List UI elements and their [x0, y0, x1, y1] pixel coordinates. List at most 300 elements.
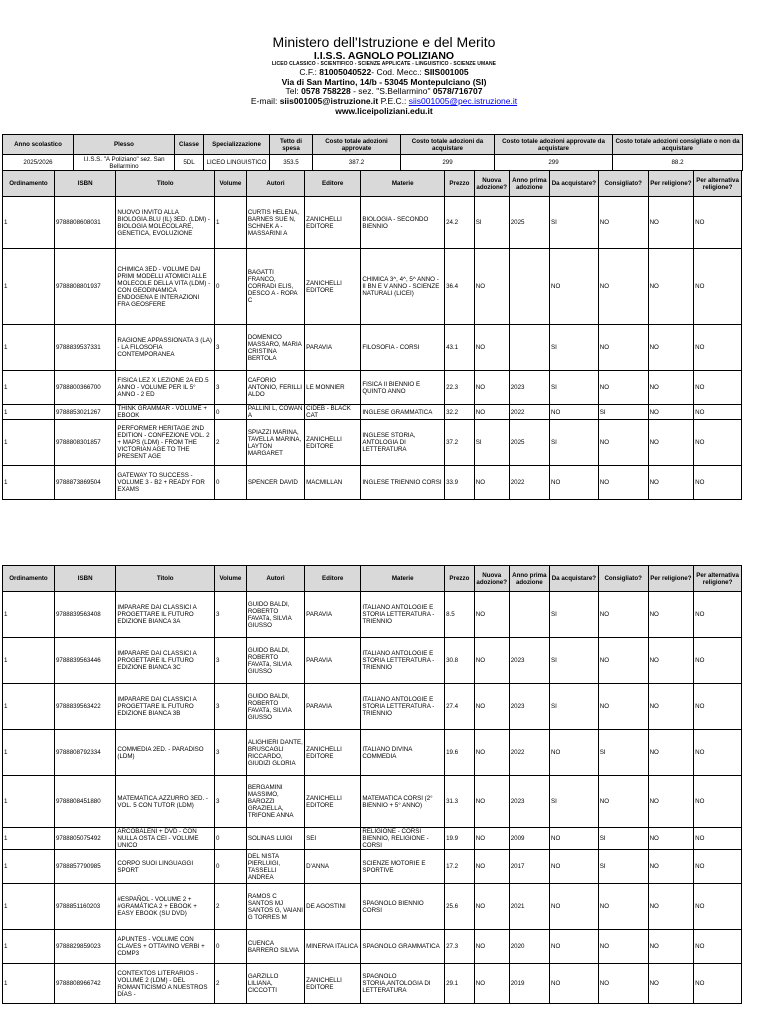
table-cell: FISICA II BIENNIO E QUINTO ANNO	[361, 371, 445, 405]
table-cell: NO	[648, 197, 694, 249]
table-cell: 3	[215, 730, 247, 776]
table-cell: 19.6	[445, 730, 475, 776]
table-cell: NO	[694, 466, 742, 500]
table-cell: 3	[215, 776, 247, 828]
books-table-1	[2, 170, 742, 500]
table-cell: NO	[648, 325, 694, 371]
table-cell: 2023	[509, 776, 549, 828]
table-cell: 2023	[509, 638, 549, 684]
table-cell: ZANICHELLI EDITORE	[305, 776, 361, 828]
emails: E-mail: siis001005@istruzione.it P.E.C.: siis001005@pec.istruzione.it	[250, 96, 518, 107]
table-cell: 9788808966742	[54, 964, 115, 1004]
table-row	[3, 776, 742, 828]
table-cell: 2022	[509, 466, 549, 500]
table-cell: MACMILLAN	[305, 466, 361, 500]
table-cell: 1	[3, 592, 55, 638]
table-cell: NO	[598, 197, 648, 249]
table-cell: NO	[648, 420, 694, 466]
table-cell: 2023	[509, 684, 549, 730]
table-cell: THINK GRAMMAR - VOLUME + EBOOK	[116, 405, 215, 420]
table-cell: 0	[215, 249, 247, 325]
table-cell: 1	[3, 684, 55, 730]
table-cell: 9788839563446	[54, 638, 115, 684]
column-header: Nuova adozione?	[474, 171, 509, 197]
column-header: Volume	[215, 171, 247, 197]
summary-header-cell: Specializzazione	[204, 135, 270, 155]
table-cell: 37.2	[445, 420, 475, 466]
summary-header-cell: Costo totale adozioni da acquistare	[401, 135, 495, 155]
column-header: Editore	[305, 171, 361, 197]
table-cell: 3	[215, 371, 247, 405]
column-header: Prezzo	[445, 171, 475, 197]
table-cell: 1	[3, 850, 55, 884]
column-header: Da acquistare?	[550, 566, 599, 592]
email-value: siis001005@istruzione.it	[279, 96, 379, 107]
table-cell: 1	[3, 197, 55, 249]
column-header: Consigliato?	[598, 566, 648, 592]
table-cell: DOMENICO MASSARO, MARIA CRISTINA BERTOLA	[246, 325, 304, 371]
table-cell: NO	[550, 850, 599, 884]
table-cell: CHIMICA 3ED - VOLUME DAI PRIMI MODELLI ATOMICI ALLE MOLECOLE DELLA VITA (LDM) - CON GEODINAMICA ENDOGENA E INTERAZIONI FRA GEOSFERE	[116, 249, 215, 325]
document-header	[0, 34, 768, 117]
table-cell: NO	[598, 249, 648, 325]
table-cell: BERGAMINI MASSIMO, BAROZZI GRAZIELLA, TRIFONE ANNA	[246, 776, 304, 828]
table-cell: 1	[3, 776, 55, 828]
column-header: Editore	[305, 566, 361, 592]
table-cell: NO	[474, 730, 509, 776]
table-cell: NO	[550, 884, 599, 930]
table-cell: 27.4	[445, 684, 475, 730]
table-cell: 0	[215, 466, 247, 500]
table-row	[3, 420, 742, 466]
table-cell: FILOSOFIA - CORSI	[361, 325, 445, 371]
table-cell: MINERVA ITALICA	[305, 930, 361, 964]
table-cell: SI	[550, 197, 599, 249]
table-cell: NO	[648, 850, 694, 884]
table-cell: NO	[474, 466, 509, 500]
table-cell: 2022	[509, 730, 549, 776]
table-cell: ALIGHIERI DANTE, BRUSCAGLI RICCARDO, GIUDIZI GLORIA	[246, 730, 304, 776]
table-cell: 25.6	[445, 884, 475, 930]
table-cell: NO	[598, 592, 648, 638]
table-cell: 9788839563408	[54, 592, 115, 638]
table-cell: 2017	[509, 850, 549, 884]
table-cell: 9788839537331	[54, 325, 115, 371]
table-cell: NO	[648, 592, 694, 638]
table-cell: 9788839563422	[54, 684, 115, 730]
table-cell: COMMEDIA 2ED. - PARADISO (LDM)	[116, 730, 215, 776]
table-cell: CUENCA BARRERO SILVIA	[246, 930, 304, 964]
table-cell: 3	[215, 684, 247, 730]
table-cell: 1	[215, 197, 247, 249]
table-cell: GUIDO BALDI, ROBERTO FAVATà, SILVIA GIUSSO	[246, 684, 304, 730]
table-cell: 9788808801937	[54, 249, 115, 325]
table-cell: BAGATTI FRANCO, CORRADI ELIS, DESCO A - ROPA C	[246, 249, 304, 325]
column-header: Materie	[361, 171, 445, 197]
table-cell: NO	[474, 850, 509, 884]
table-cell: NUOVO INVITO ALLA BIOLOGIA.BLU (IL) 3ED. (LDM) - BIOLOGIA MOLECOLARE, GENETICA, EVOLUZIONE	[116, 197, 215, 249]
table-cell: INGLESE STORIA, ANTOLOGIA DI LETTERATURA	[361, 420, 445, 466]
table-cell: NO	[694, 828, 742, 850]
table-cell: 9788857790985	[54, 850, 115, 884]
table-row	[3, 325, 742, 371]
table-cell: SI	[550, 638, 599, 684]
table-row	[3, 684, 742, 730]
table-cell: NO	[694, 930, 742, 964]
table-cell: NO	[550, 730, 599, 776]
table-cell: NO	[474, 638, 509, 684]
table-cell: NO	[648, 371, 694, 405]
table-cell: NO	[550, 405, 599, 420]
table-cell: PARAVIA	[305, 684, 361, 730]
table-cell: NO	[694, 964, 742, 1004]
table-cell: NO	[694, 776, 742, 828]
table-cell: NO	[694, 684, 742, 730]
table-cell: 9788800366700	[54, 371, 115, 405]
table-cell: NO	[550, 828, 599, 850]
table-cell: 36.4	[445, 249, 475, 325]
table-cell: INGLESE GRAMMATICA	[361, 405, 445, 420]
table-cell: 24.2	[445, 197, 475, 249]
column-header: Anno prima adozione	[509, 566, 549, 592]
table-cell: SI	[474, 197, 509, 249]
table-cell	[509, 592, 549, 638]
table-cell: RAGIONE APPASSIONATA 3 (LA) - LA FILOSOFIA CONTEMPORANEA	[116, 325, 215, 371]
table-cell: 2	[215, 964, 247, 1004]
table-cell: NO	[648, 405, 694, 420]
table-cell: CURTIS HELENA, BARNES SUE N, SCHNEK A - MASSARINI A	[246, 197, 304, 249]
table-cell: NO	[648, 884, 694, 930]
table-cell: NO	[694, 638, 742, 684]
mecc-value: SIIS001005	[424, 66, 469, 77]
table-cell: NO	[694, 884, 742, 930]
column-header: Per religione?	[648, 566, 694, 592]
column-header: Per religione?	[648, 171, 694, 197]
table-cell: NO	[648, 964, 694, 1004]
table-cell: IMPARARE DAI CLASSICI A PROGETTARE IL FUTURO EDIZIONE BIANCA 3C	[116, 638, 215, 684]
table-cell: NO	[648, 684, 694, 730]
table-cell: NO	[474, 371, 509, 405]
table-cell: 1	[3, 964, 55, 1004]
summary-header-cell: Classe	[175, 135, 204, 155]
table-cell: 2023	[509, 371, 549, 405]
table-cell: NO	[474, 592, 509, 638]
column-header: Autori	[246, 566, 304, 592]
table-cell: NO	[550, 930, 599, 964]
table-cell: ZANICHELLI EDITORE	[305, 249, 361, 325]
table-cell: LE MONNIER	[305, 371, 361, 405]
table-cell: 43.1	[445, 325, 475, 371]
column-header: Materie	[361, 566, 445, 592]
table-cell: CONTEXTOS LITERARIOS - VOLUME 2 (LDM) - DEL ROMANTICISMO A NUESTROS DÍAS -	[116, 964, 215, 1004]
telephones: Tel: 0578 758228 - sez. "S.Bellarmino" 0578/716707	[285, 86, 483, 97]
table-cell: 1	[3, 420, 55, 466]
table-cell: SI	[550, 776, 599, 828]
summary-header-cell: Costo totale adozioni approvate da acquistare	[495, 135, 613, 155]
table-cell: 1	[3, 930, 55, 964]
summary-value-cell: 353.5	[270, 155, 313, 171]
table-cell: NO	[648, 776, 694, 828]
table-cell: 1	[3, 405, 55, 420]
table-cell: 2025	[509, 420, 549, 466]
table-cell: NO	[648, 466, 694, 500]
column-header: ISBN	[54, 171, 115, 197]
table-cell: NO	[474, 405, 509, 420]
table-cell: NO	[598, 684, 648, 730]
table-cell: ITALIANO ANTOLOGIE E STORIA LETTERATURA - TRIENNIO	[361, 638, 445, 684]
summary-header-cell: Plesso	[74, 135, 175, 155]
summary-value-cell: 88.2	[613, 155, 743, 171]
table-cell: 1	[3, 884, 55, 930]
table-cell: NO	[598, 930, 648, 964]
table-cell: SOLINAS LUIGI	[246, 828, 304, 850]
column-header: Prezzo	[445, 566, 475, 592]
table-cell: 19.9	[445, 828, 475, 850]
column-header: ISBN	[54, 566, 115, 592]
table-cell	[509, 249, 549, 325]
table-cell: CHIMICA 3^, 4^, 5^ ANNO - II BN E V ANNO - SCIENZE NATURALI (LICEI)	[361, 249, 445, 325]
column-header: Titolo	[116, 171, 215, 197]
table-cell: SPAGNOLO BIENNIO CORSI	[361, 884, 445, 930]
column-header: Ordinamento	[3, 566, 55, 592]
table-row	[3, 249, 742, 325]
table-cell: 2021	[509, 884, 549, 930]
table-cell: DE AGOSTINI	[305, 884, 361, 930]
summary-header-cell: Anno scolastico	[3, 135, 74, 155]
table-cell: NO	[694, 730, 742, 776]
table-cell: SI	[550, 420, 599, 466]
table-cell: NO	[598, 776, 648, 828]
table-row	[3, 828, 742, 850]
column-header: Per alternativa religione?	[694, 566, 742, 592]
table-cell: PARAVIA	[305, 592, 361, 638]
summary-value-cell: 5DL	[175, 155, 204, 171]
website: www.liceipoliziani.edu.it	[335, 105, 433, 116]
table-cell: NO	[648, 730, 694, 776]
table-cell: 2	[215, 884, 247, 930]
table-cell	[509, 325, 549, 371]
table-cell: MATEMATICA CORSI (2° BIENNIO + 5° ANNO)	[361, 776, 445, 828]
table-cell: NO	[474, 884, 509, 930]
column-header: Volume	[215, 566, 247, 592]
table-cell: SPAGNOLO STORIA,ANTOLOGIA DI LETTERATURA	[361, 964, 445, 1004]
table-cell: 17.2	[445, 850, 475, 884]
table-cell: 1	[3, 325, 55, 371]
table-cell: SI	[550, 684, 599, 730]
table-cell: MATEMATICA.AZZURRO 3ED. - VOL. 5 CON TUTOR (LDM)	[116, 776, 215, 828]
table-cell: RAMOS C SANTOS MJ SANTOS G, VAIANI G TORRES M	[246, 884, 304, 930]
table-cell: 2020	[509, 930, 549, 964]
summary-value-cell: LICEO LINGUISTICO	[204, 155, 270, 171]
table-cell: 1	[3, 466, 55, 500]
pec-link[interactable]: siis001005@pec.istruzione.it	[408, 96, 518, 107]
table-cell: ZANICHELLI EDITORE	[305, 964, 361, 1004]
table-row	[3, 592, 742, 638]
table-cell: IMPARARE DAI CLASSICI A PROGETTARE IL FUTURO EDIZIONE BIANCA 3B	[116, 684, 215, 730]
address: Via di San Martino, 14/b - 53045 Montepulciano (SI)	[281, 76, 487, 87]
table-cell: IMPARARE DAI CLASSICI A PROGETTARE IL FUTURO EDIZIONE BIANCA 3A	[116, 592, 215, 638]
table-cell: NO	[550, 249, 599, 325]
table-cell: ITALIANO ANTOLOGIE E STORIA LETTERATURA - TRIENNIO	[361, 684, 445, 730]
table-cell: CIDEB - BLACK CAT	[305, 405, 361, 420]
cf-value: 81005040522	[319, 66, 372, 77]
table-cell: 9788853021267	[54, 405, 115, 420]
table-cell: 0	[215, 828, 247, 850]
table-cell: NO	[648, 930, 694, 964]
table-cell: SPIAZZI MARINA, TAVELLA MARINA, LAYTON MARGARET	[246, 420, 304, 466]
table-cell: 0	[215, 930, 247, 964]
column-header: Anno prima adozione	[509, 171, 549, 197]
table-cell: NO	[648, 638, 694, 684]
table-cell: NO	[474, 776, 509, 828]
table-cell: NO	[474, 828, 509, 850]
table-cell: 29.1	[445, 964, 475, 1004]
table-cell: SI	[550, 325, 599, 371]
table-cell: NO	[474, 249, 509, 325]
table-cell: 2009	[509, 828, 549, 850]
table-cell: NO	[648, 249, 694, 325]
table-cell: FISICA LEZ X LEZIONE 2A ED.5 ANNO - VOLUME PER IL 5° ANNO - 2 ED	[116, 371, 215, 405]
table-cell: GUIDO BALDI, ROBERTO FAVATà, SILVIA GIUSSO	[246, 638, 304, 684]
column-header: Ordinamento	[3, 171, 55, 197]
table-cell: 9788808608031	[54, 197, 115, 249]
table-cell: BIOLOGIA - SECONDO BIENNIO	[361, 197, 445, 249]
summary-value-cell: 299	[495, 155, 613, 171]
table-cell: ARCOBALENI + DVD - CON NULLA OSTA CEI - VOLUME UNICO	[116, 828, 215, 850]
table-cell: SI	[550, 371, 599, 405]
table-cell: ZANICHELLI EDITORE	[305, 420, 361, 466]
table-cell: 0	[215, 850, 247, 884]
table-cell: SPAGNOLO GRAMMATICA	[361, 930, 445, 964]
table-cell: NO	[598, 638, 648, 684]
table-row	[3, 638, 742, 684]
table-cell: #ESPAÑOL - VOLUME 2 + #GRAMÁTICA 2 + EBOOK + EASY EBOOK (SU DVD)	[116, 884, 215, 930]
summary-value-cell: 387.2	[313, 155, 401, 171]
table-cell: NO	[598, 371, 648, 405]
column-header: Consigliato?	[598, 171, 648, 197]
cf-label: C.F.:	[299, 66, 320, 77]
table-cell: 2	[215, 420, 247, 466]
table-cell: SI	[598, 850, 648, 884]
table-cell: 3	[215, 638, 247, 684]
table-cell: NO	[550, 964, 599, 1004]
school-name: I.I.S.S. AGNOLO POLIZIANO	[313, 50, 455, 63]
table-cell: 1	[3, 249, 55, 325]
table-cell: SI	[598, 730, 648, 776]
column-header: Da acquistare?	[550, 171, 599, 197]
summary-value-cell: 2025/2026	[3, 155, 74, 171]
column-header: Autori	[246, 171, 304, 197]
table-cell: 30.8	[445, 638, 475, 684]
table-row	[3, 850, 742, 884]
table-cell: CORPO SUOI LINGUAGGI SPORT	[116, 850, 215, 884]
table-cell: 1	[3, 730, 55, 776]
summary-header-cell: Costo totale adozioni consigliate o non da acquistare	[613, 135, 743, 155]
table-cell: 1	[3, 828, 55, 850]
table-cell: 33.9	[445, 466, 475, 500]
table-cell: NO	[694, 592, 742, 638]
table-row	[3, 466, 742, 500]
column-header: Nuova adozione?	[474, 566, 509, 592]
table-cell: 31.3	[445, 776, 475, 828]
table-row	[3, 930, 742, 964]
table-cell: 9788873869504	[54, 466, 115, 500]
table-cell: 8.5	[445, 592, 475, 638]
table-cell: SPENCER DAVID	[246, 466, 304, 500]
table-cell: 9788805075492	[54, 828, 115, 850]
table-cell: 9788808451880	[54, 776, 115, 828]
table-cell: NO	[694, 249, 742, 325]
column-header: Titolo	[116, 566, 215, 592]
table-cell: ZANICHELLI EDITORE	[305, 197, 361, 249]
table-cell: SEI	[305, 828, 361, 850]
table-row	[3, 730, 742, 776]
table-cell: 22.3	[445, 371, 475, 405]
table-cell: SI	[550, 592, 599, 638]
table-cell: PERFORMER HERITAGE 2ND EDITION - CONFEZIONE VOL. 2 + MAPS (LDM) - FROM THE VICTORIAN AGE TO THE PRESENT AGE	[116, 420, 215, 466]
mecc-label: - Cod. Mecc.:	[371, 66, 425, 77]
table-row	[3, 371, 742, 405]
summary-header-cell: Tetto di spesa	[270, 135, 313, 155]
table-cell: NO	[694, 371, 742, 405]
ministry-name: Ministero dell'Istruzione e del Merito	[272, 34, 496, 50]
table-row	[3, 405, 742, 420]
table-cell: 0	[215, 405, 247, 420]
table-cell: SI	[474, 420, 509, 466]
table-cell: ITALIANO ANTOLOGIE E STORIA LETTERATURA - TRIENNIO	[361, 592, 445, 638]
table-cell: SCIENZE MOTORIE E SPORTIVE	[361, 850, 445, 884]
table-row	[3, 884, 742, 930]
summary-value-cell: I.I.S.S. "A Poliziano" sez. San Bellarmino	[74, 155, 175, 171]
table-cell: ITALIANO DIVINA COMMEDIA	[361, 730, 445, 776]
table-cell: NO	[694, 405, 742, 420]
table-row	[3, 197, 742, 249]
summary-table	[2, 134, 743, 171]
table-row	[3, 964, 742, 1004]
table-cell: 2022	[509, 405, 549, 420]
table-cell: 32.2	[445, 405, 475, 420]
table-cell: NO	[598, 325, 648, 371]
table-cell: PARAVIA	[305, 325, 361, 371]
table-cell: RELIGIONE - CORSI BIENNIO, RELIGIONE - CORSI	[361, 828, 445, 850]
table-cell: PARAVIA	[305, 638, 361, 684]
table-cell: 2019	[509, 964, 549, 1004]
table-cell: NO	[474, 325, 509, 371]
table-cell: NO	[474, 684, 509, 730]
table-cell: 1	[3, 638, 55, 684]
summary-value-cell: 299	[401, 155, 495, 171]
table-cell: NO	[694, 850, 742, 884]
table-cell: 9788851160203	[54, 884, 115, 930]
column-header: Per alternativa religione?	[694, 171, 742, 197]
table-cell: 9788808301857	[54, 420, 115, 466]
table-cell: GATEWAY TO SUCCESS - VOLUME 3 - B2 + READY FOR EXAMS	[116, 466, 215, 500]
table-cell: DEL NISTA PIERLUIGI, TASSELLI ANDREA	[246, 850, 304, 884]
books-table-2	[2, 565, 742, 1004]
table-cell: 1	[3, 371, 55, 405]
table-cell: ZANICHELLI EDITORE	[305, 730, 361, 776]
table-cell: NO	[694, 420, 742, 466]
table-cell: NO	[694, 197, 742, 249]
table-cell: 27.3	[445, 930, 475, 964]
table-cell: NO	[598, 884, 648, 930]
table-cell: NO	[598, 420, 648, 466]
summary-header-cell: Costo totale adozioni approvate	[313, 135, 401, 155]
table-cell: NO	[598, 466, 648, 500]
table-cell: APUNTES - VOLUME CON CLAVES + OTTAVINO VERBI + CDMP3	[116, 930, 215, 964]
table-cell: 3	[215, 325, 247, 371]
school-subtitle: LICEO CLASSICO - SCIENTIFICO - SCIENZE APPLICATE - LINGUISTICO - SCIENZE UMANE	[271, 61, 497, 68]
